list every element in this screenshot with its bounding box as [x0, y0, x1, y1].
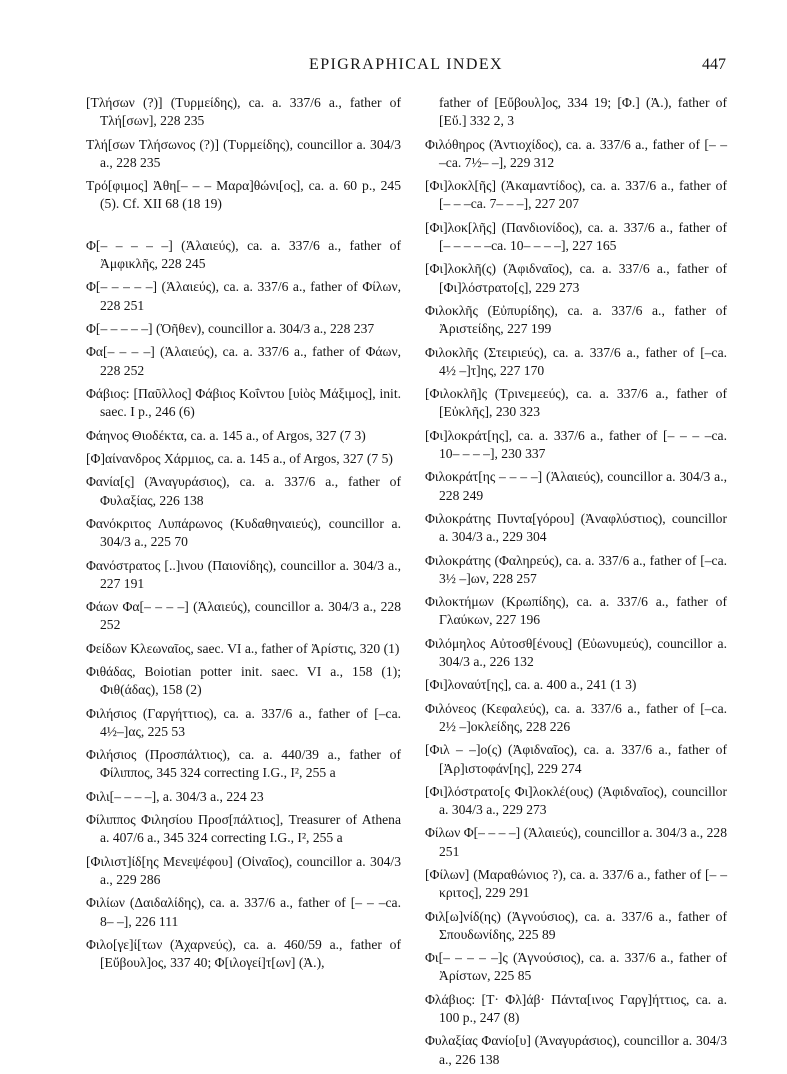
index-entry: [Φι]λοναύτ[ης], ca. a. 400 a., 241 (1 3) — [425, 677, 637, 693]
index-entry: [Φίλων] (Μαραθώνιος ?), ca. a. 337/6 a., father of [– – κριτος], 229 291 — [425, 867, 727, 901]
index-entry: [Φιλοκλῆ]ς (Τρινεμεεύς), ca. a. 337/6 a., father of [Εὐκλῆς], 230 323 — [425, 386, 727, 420]
index-entry: Τρό[φιμος] Ἀθη[– – – Μαρα]θώνι[ος], ca. a. 60 p., 245 (5). Cf. XII 68 (18 19) — [86, 178, 401, 212]
index-entry: Φιλι[– – – –], a. 304/3 a., 224 23 — [86, 788, 264, 804]
index-entry: Φιλοκράτ[ης – – – –] (Ἁλαιεύς), councillor a. 304/3 a., 228 249 — [425, 469, 727, 503]
page-title: EPIGRAPHICAL INDEX — [309, 56, 503, 73]
index-entry: Φ[– – – – –] (Ἁλαιεύς), ca. a. 337/6 a., father of Φίλων, 228 251 — [86, 279, 401, 313]
index-entry: Φιλίων (Δαιδαλίδης), ca. a. 337/6 a., father of [– – –ca. 8– –], 226 111 — [86, 895, 401, 929]
index-entry: Φιλοκράτης (Φαληρεύς), ca. a. 337/6 a., father of [–ca. 3½ –]ων, 228 257 — [425, 552, 727, 586]
index-entry: Φάβιος: [Παῦλλος] Φάβιος Κοΐντου [υἱὸς Μάξιμος], init. saec. I p., 246 (6) — [86, 385, 401, 420]
index-entry: Φιθάδας, Boiotian potter init. saec. VI a., 158 (1); Φιθ(άδας), 158 (2) — [86, 664, 401, 698]
index-entry: [Φι]λόστρατο[ς Φι]λοκλέ(ους) (Ἀφιδναῖος), councillor a. 304/3 a., 229 273 — [425, 783, 727, 818]
index-entry: Φιλόνεος (Κεφαλεύς), ca. a. 337/6 a., father of [–ca. 2½ –]οκλείδης, 228 226 — [425, 700, 727, 734]
index-entry: Φι[– – – – –]ς (Ἁγνούσιος), ca. a. 337/6 a., father of Ἀρίστων, 225 85 — [425, 950, 727, 984]
index-entry: [Φι]λοκλῆ(ς) (Ἀφιδναῖος), ca. a. 337/6 a., father of [Φι]λόστρατο[ς], 229 273 — [425, 261, 727, 295]
index-entry: [Φι]λοκ[λῆς] (Πανδιονίδος), ca. a. 337/6 a., father of [– – – – –ca. 10– – – –], 227 165 — [425, 219, 727, 253]
index-entry: [Φι]λοκράτ[ης], ca. a. 337/6 a., father of [– – – –ca. 10– – – –], 230 337 — [425, 427, 727, 461]
index-entry: Φιλοκτήμων (Κρωπίδης), ca. a. 337/6 a., father of Γλαύκων, 227 196 — [425, 594, 727, 628]
index-entry: Φα[– – – –] (Ἁλαιεύς), ca. a. 337/6 a., father of Φάων, 228 252 — [86, 344, 401, 378]
index-entry: Φιλήσιος (Γαργήττιος), ca. a. 337/6 a., father of [–ca. 4½–]ας, 225 53 — [86, 705, 401, 739]
index-entry: Τλή[σων Τλήσωνος (?)] (Τυρμείδης), councillor a. 304/3 a., 228 235 — [86, 136, 401, 170]
index-entry: [Φ]αίνανδρος Χάρμιος, ca. a. 145 a., of Argos, 327 (7 5) — [86, 450, 393, 466]
index-entry: Φιλοκράτης Πυντα[γόρου] (Ἀναφλύστιος), councillor a. 304/3 a., 229 304 — [425, 510, 727, 545]
index-entry: Φ[– – – – –] (Ἁλαιεύς), ca. a. 337/6 a., father of Ἀμφικλῆς, 228 245 — [86, 237, 401, 271]
running-head — [86, 56, 726, 80]
index-entry: Φανόστρατος [..]ινου (Παιονίδης), councillor a. 304/3 a., 227 191 — [86, 557, 401, 591]
index-entry: Φιλοκλῆς (Εὐπυρίδης), ca. a. 337/6 a., father of Ἀριστείδης, 227 199 — [425, 302, 727, 337]
left-column — [86, 94, 401, 978]
index-entry: Φλάβιος: [Τ· Φλ]άβ· Πάντα[ινος Γαργ]ήττιος, ca. a. 100 p., 247 (8) — [425, 991, 727, 1026]
section-gap — [86, 219, 401, 237]
index-entry: Φιλήσιος (Προσπάλτιος), ca. a. 440/39 a., father of Φίλιππος, 345 324 correcting I.G., I², 255 a — [86, 747, 401, 781]
index-entry: Φιλόθηρος (Ἀντιοχίδος), ca. a. 337/6 a., father of [– – –ca. 7½– –], 229 312 — [425, 136, 727, 170]
index-entry: [Φιλ – –]ο(ς) (Ἀφιδναῖος), ca. a. 337/6 a., father of [Ἀρ]ιστοφάν[ης], 229 274 — [425, 742, 727, 776]
index-entry: Φανόκριτος Λυπάρωνος (Κυδαθηναιεύς), councillor a. 304/3 a., 225 70 — [86, 515, 401, 550]
index-entry: Φάηνος Θιοδέκτα, ca. a. 145 a., of Argos, 327 (7 3) — [86, 427, 366, 443]
index-entry: Φάων Φα[– – – –] (Ἁλαιεύς), councillor a. 304/3 a., 228 252 — [86, 599, 401, 633]
index-entry: Φίλων Φ[– – – –] (Ἁλαιεύς), councillor a. 304/3 a., 228 251 — [425, 825, 727, 859]
index-entry: Φιλ[ω]νίδ(ης) (Ἁγνούσιος), ca. a. 337/6 a., father of Σπουδωνίδης, 225 89 — [425, 908, 727, 942]
page-number: 447 — [702, 56, 726, 73]
index-entry: Φίλιππος Φιλησίου Προσ[πάλτιος], Treasurer of Athena a. 407/6 a., 345 324 correcting I.G., I², 255 a — [86, 812, 401, 846]
index-entry: [Τλήσων (?)] (Τυρμείδης), ca. a. 337/6 a., father of Τλή[σων], 228 235 — [86, 95, 401, 129]
right-column — [425, 94, 727, 1074]
index-entry: Φιλόμηλος Αὐτοσθ[ένους] (Εὐωνυμεύς), councillor a. 304/3 a., 226 132 — [425, 635, 727, 669]
index-entry: Φιλοκλῆς (Στειριεύς), ca. a. 337/6 a., father of [–ca. 4½ –]τ]ης, 227 170 — [425, 344, 727, 378]
index-entry: [Φι]λοκλ[ῆς] (Ἀκαμαντίδος), ca. a. 337/6 a., father of [– – –ca. 7– – –], 227 207 — [425, 178, 727, 212]
index-entry: Φυλαξίας Φανίο[υ] (Ἀναγυράσιος), councillor a. 304/3 a., 226 138 — [425, 1033, 727, 1067]
index-entry: [Φιλιστ]ίδ[ης Μενεψέφου] (Οἰναῖος), councillor a. 304/3 a., 229 286 — [86, 853, 401, 888]
index-entry: Φανία[ς] (Ἀναγυράσιος), ca. a. 337/6 a., father of Φυλαξίας, 226 138 — [86, 474, 401, 508]
index-entry: Φείδων Κλεωναῖος, saec. VI a., father of Ἀρίστις, 320 (1) — [86, 640, 400, 656]
index-entry-continuation: father of [Εὔβουλ]ος, 334 19; [Φ.] (Ἀ.), father of [Εὔ.] 332 2, 3 — [439, 95, 727, 129]
index-entry: Φιλο[γε]ί[των (Ἀχαρνεύς), ca. a. 460/59 a., father of [Εὔβουλ]ος, 337 40; Φ[ιλογεί]τ[ων] (Ἀ.), — [86, 937, 401, 971]
index-entry: Φ[– – – – –] (Ὀῆθεν), councillor a. 304/3 a., 228 237 — [86, 320, 375, 336]
